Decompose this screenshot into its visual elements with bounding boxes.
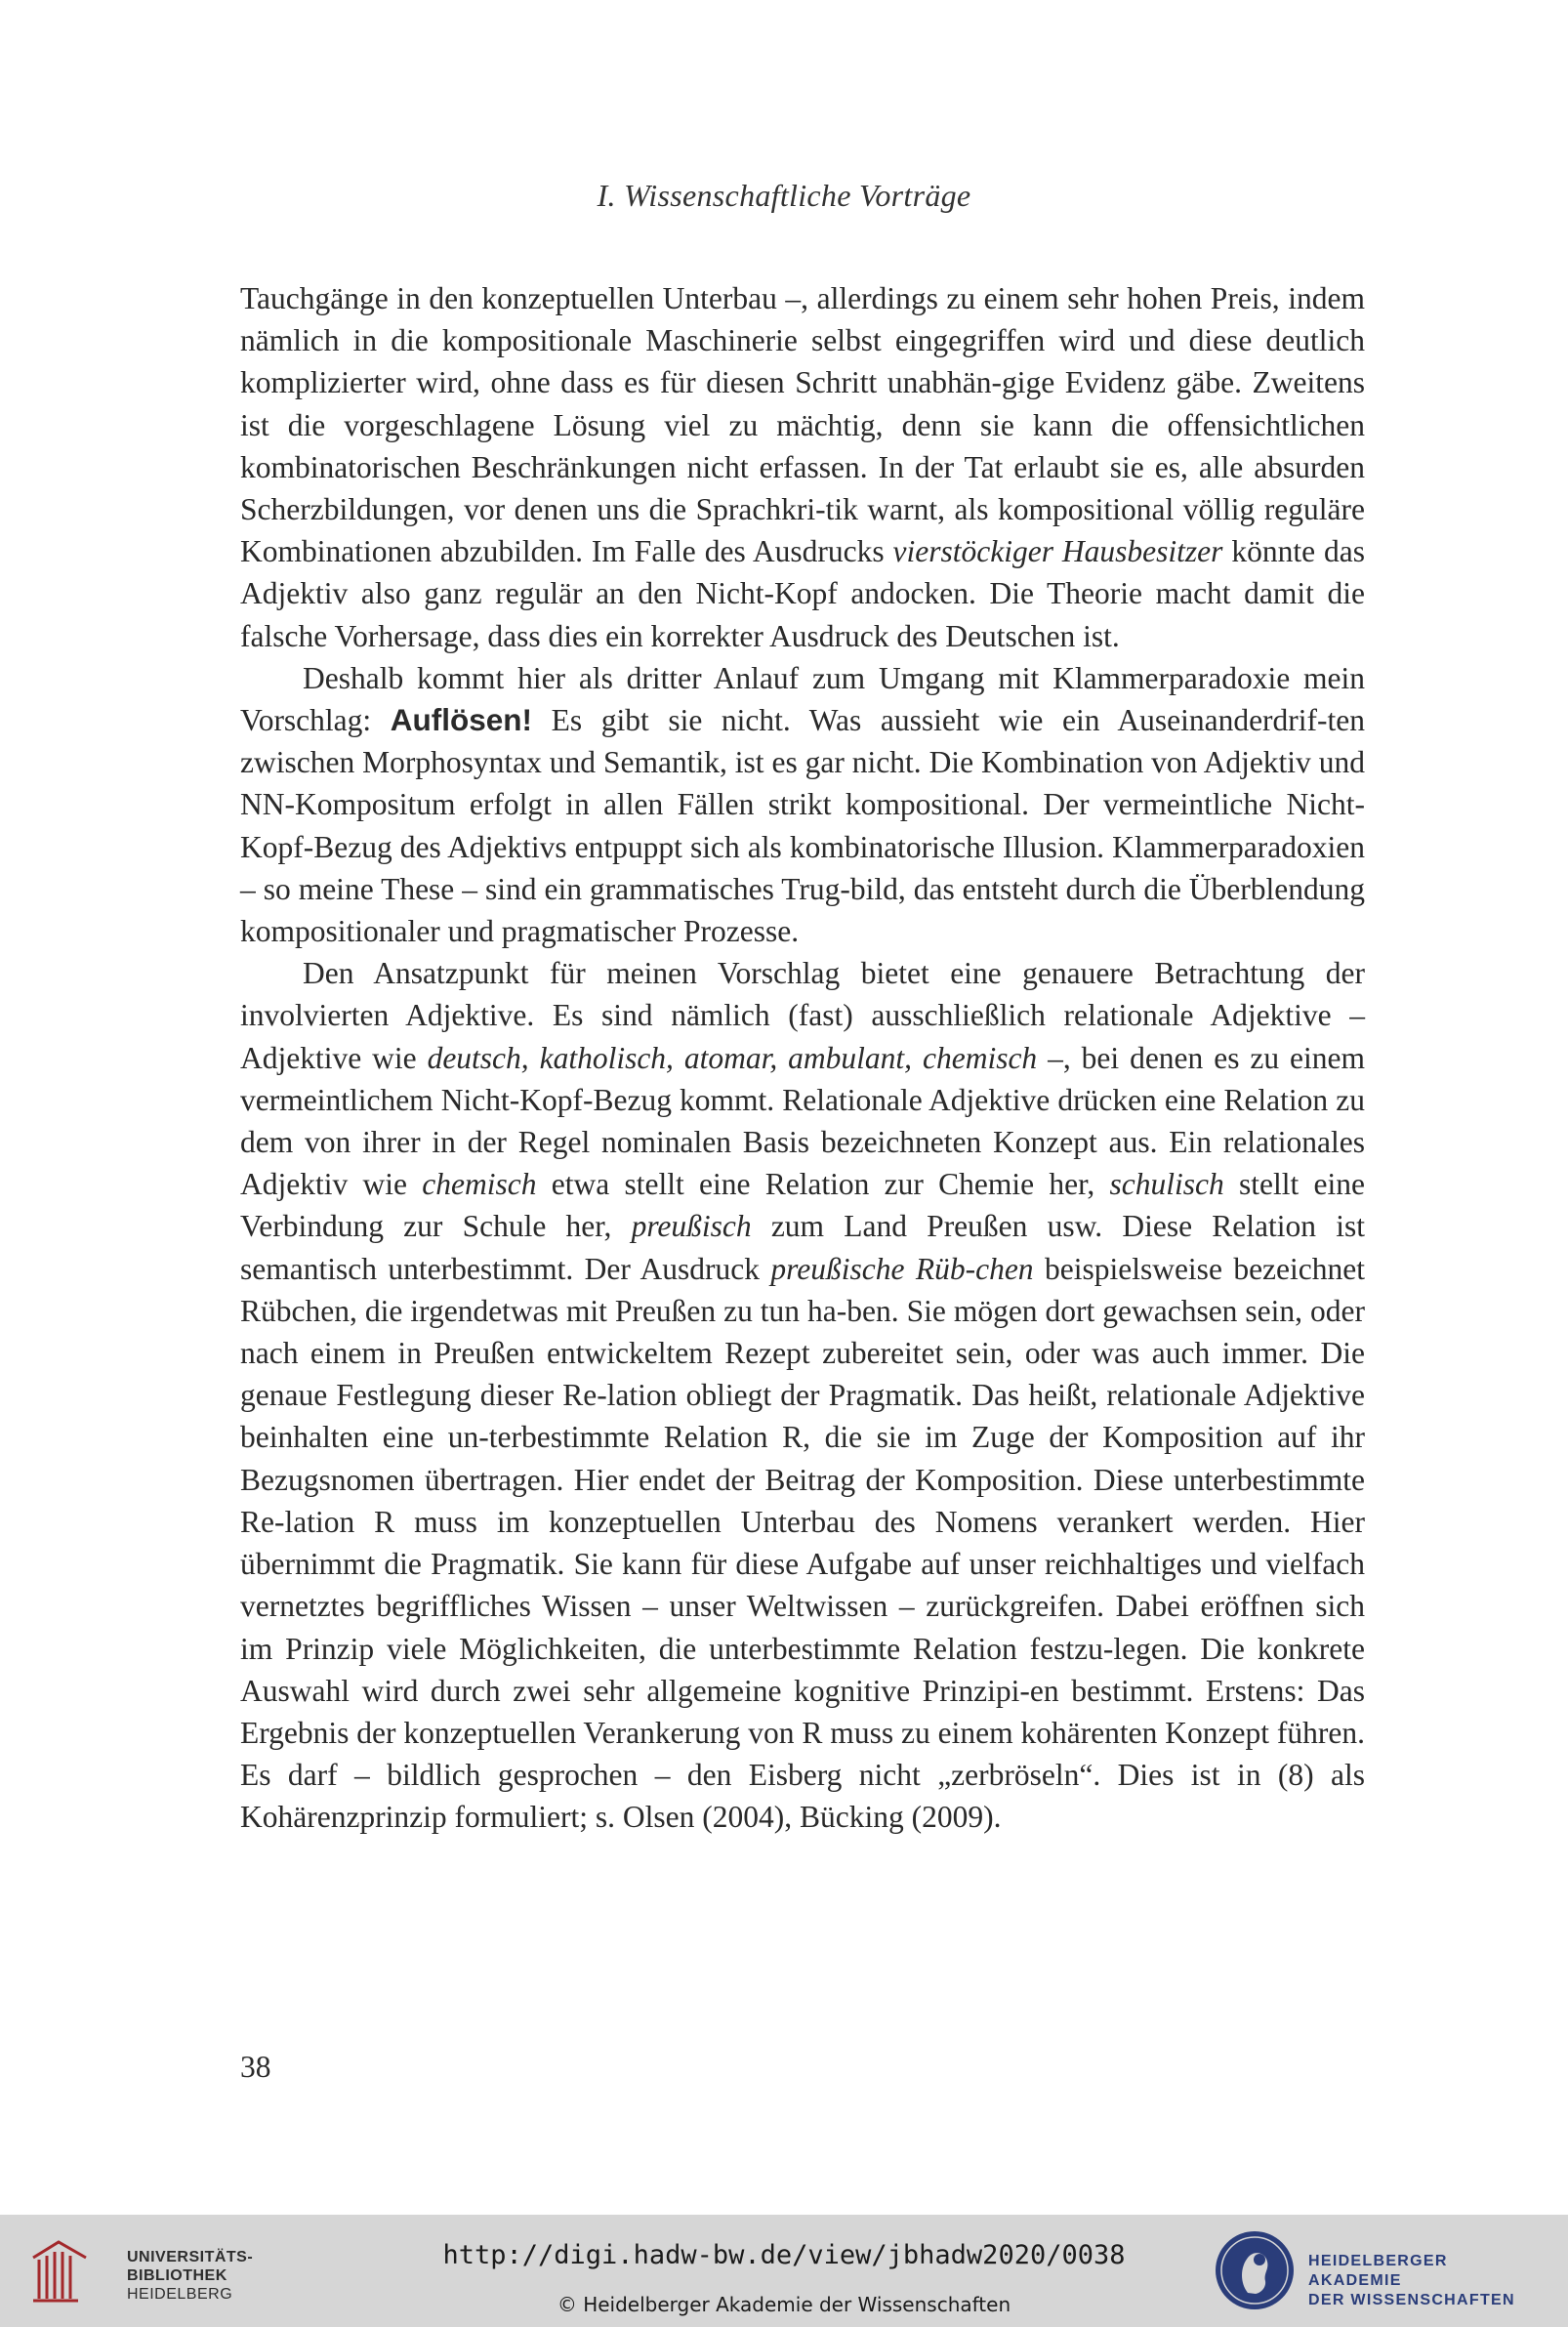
body-paragraph xyxy=(240,657,1365,952)
italic-term: schulisch xyxy=(1109,1167,1224,1202)
library-logo-line: HEIDELBERG xyxy=(127,2286,233,2303)
text-run: Tauchgänge in den konzeptuellen Unterbau –, allerdings zu einem sehr hohen Preis, indem nämlich in die kompositionale Maschinerie selbst eingegriffen wird und diese deutlich komplizierter wird, ohne dass es für diesen Schritt unabhän-gige Evidenz gäbe. Zweitens ist die vorgeschlagene Lösung viel zu mächtig, denn sie kann die offensichtlichen kombinatorischen Beschränkungen nicht erfassen. In der Tat erlaubt sie es, alle absurden Scherzbildungen, vor denen uns die Sprachkri-tik warnt, als kompositional völlig reguläre Kombinationen abzubilden. Im Falle des Ausdrucks xyxy=(240,281,1365,569)
body-text xyxy=(240,277,1365,1839)
text-run: Es gibt sie nicht. Was aussieht wie ein Auseinanderdrif-ten zwischen Morphosyntax und Semantik, ist es gar nicht. Die Kombination von Adjektiv und NN-Kompositum erfolgt in allen Fällen strikt kompositional. Der vermeintliche Nicht-Kopf-Bezug des Adjektivs entpuppt sich als kombinatorische Illusion. Klammerparadoxien – so meine These – sind ein grammatisches Trug-bild, das entsteht durch die Überblendung kompositionaler und pragmatischer Prozesse. xyxy=(240,703,1366,949)
italic-term: vierstöckiger Hausbesitzer xyxy=(892,534,1223,569)
library-logo-line: BIBLIOTHEK xyxy=(127,2267,227,2284)
body-paragraph xyxy=(240,277,1365,657)
library-logo-line: UNIVERSITÄTS- xyxy=(127,2249,254,2265)
body-paragraph xyxy=(240,952,1365,1838)
text-run: könnte das Adjektiv also ganz regulär an den Nicht-Kopf andocken. Die Theorie macht damit die falsche Vorhersage, dass dies ein korrekter Ausdruck des Deutschen ist. xyxy=(240,534,1365,653)
academy-logo-line: HEIDELBERGER AKADEMIE xyxy=(1308,2253,1448,2289)
page-number: 38 xyxy=(240,2050,271,2084)
text-run: Deshalb kommt hier als dritter Anlauf zum Umgang mit Klammerparadoxie mein Vorschlag: xyxy=(240,660,1365,738)
text-run: Den Ansatzpunkt für meinen Vorschlag bietet eine genauere Betrachtung der involvierten Adjektive. Es sind nämlich (fast) ausschließlich relationale Adjektive – Adjektive wie xyxy=(240,956,1365,1075)
italic-term: chemisch xyxy=(422,1167,537,1202)
academy-seal-icon xyxy=(1211,2224,1299,2312)
permalink-link[interactable]: http://digi.hadw-bw.de/view/jbhadw2020/0038 xyxy=(442,2240,1126,2270)
text-run: beispielsweise bezeichnet Rübchen, die irgendetwas mit Preußen zu tun ha-ben. Sie mögen dort gewachsen sein, oder nach einem in Preußen entwickeltem Rezept zubereitet sein, oder was auch immer. Die genaue Festlegung dieser Re-lation obliegt der Pragmatik. Das heißt, relationale Adjektive beinhalten eine un-terbestimmte Relation R, die sie im Zuge der Komposition auf ihr Bezugsnomen übertragen. Hier endet der Beitrag der Komposition. Diese unterbestimmte Re-lation R muss im konzeptuellen Unterbau des Nomens verankert werden. Hier übernimmt die Pragmatik. Sie kann für diese Aufgabe auf unser reichhaltiges und vielfach vernetztes begriffliches Wissen – unser Weltwissen – zurückgreifen. Dabei eröffnen sich im Prinzip viele Möglichkeiten, die unterbestimmte Relation festzu-legen. Die konkrete Auswahl wird durch zwei sehr allgemeine kognitive Prinzipi-en bestimmt. Erstens: Das Ergebnis der konzeptuellen Verankerung von R muss zu einem kohärenten Konzept führen. Es darf – bildlich gesprochen – den Eisberg nicht „zerbröseln“. Dies ist in (8) als Kohärenzprinzip formuliert; s. Olsen (2004), Bücking (2009). xyxy=(240,1251,1365,1835)
footer-bar xyxy=(0,2215,1568,2327)
italic-term: preußisch xyxy=(631,1209,752,1244)
copyright-notice: © Heidelberger Akademie der Wissenschaften xyxy=(557,2293,1011,2316)
text-run: –, bei denen es zu einem vermeintlichem Nicht-Kopf-Bezug kommt. Relationale Adjektive drücken eine Relation zu dem von ihrer in der Regel nominalen Basis bezeichneten Konzept aus. Ein relationales Adjektiv wie xyxy=(240,1040,1365,1202)
text-run: zum Land Preußen usw. Diese Relation ist semantisch unterbestimmt. Der Ausdruck xyxy=(240,1209,1365,1286)
running-head: I. Wissenschaftliche Vorträge xyxy=(597,178,971,213)
academy-logo[interactable] xyxy=(1211,2224,1543,2317)
italic-term: deutsch, katholisch, atomar, ambulant, chemisch xyxy=(427,1040,1038,1075)
academy-logo-text xyxy=(1308,2252,1543,2310)
italic-term: preußische Rüb-chen xyxy=(770,1251,1034,1286)
bold-term: Auflösen! xyxy=(390,702,533,738)
academy-logo-line: DER WISSENSCHAFTEN xyxy=(1308,2292,1515,2308)
text-run: stellt eine Verbindung zur Schule her, xyxy=(240,1167,1365,1244)
text-run: etwa stellt eine Relation zur Chemie her, xyxy=(536,1167,1110,1202)
